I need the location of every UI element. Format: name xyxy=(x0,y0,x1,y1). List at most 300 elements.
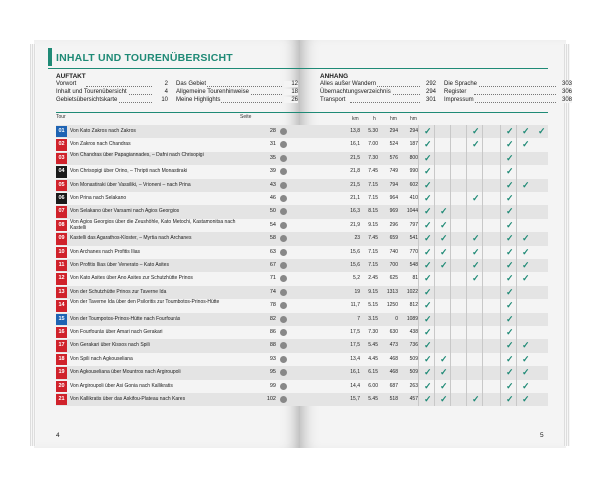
toc-entry-page: 308 xyxy=(558,97,572,103)
col-head-hm-up: hm xyxy=(390,116,397,122)
tour-ascent: 296 xyxy=(389,221,398,228)
tour-page: 28 xyxy=(269,128,276,134)
tour-km: 16,1 xyxy=(350,141,360,148)
tour-ascent: 794 xyxy=(389,181,398,188)
toc-dot-leader xyxy=(474,94,556,95)
tour-km: 21,5 xyxy=(350,181,360,188)
toc-entry-label[interactable]: Meine Highlights xyxy=(176,97,221,103)
tour-hours: 7.15 xyxy=(368,195,378,201)
tour-ascent: 625 xyxy=(389,275,398,282)
table-row[interactable] xyxy=(56,272,300,285)
tour-descent: 509 xyxy=(409,355,418,362)
tour-name: Von der Toumpotos-Prinos-Hütte nach Fourfourás xyxy=(70,315,181,322)
tour-descent: 797 xyxy=(409,221,418,228)
tour-name: Von Gerakari über Kissos nach Spili xyxy=(70,342,150,349)
check-icon: ✓ xyxy=(506,300,514,311)
table-row[interactable] xyxy=(300,393,548,406)
tour-page: 86 xyxy=(269,329,276,335)
tour-ascent: 749 xyxy=(389,168,398,175)
tour-number-badge: 19 xyxy=(56,367,67,378)
tour-name: Von Kato Zakros nach Zakros xyxy=(70,128,136,134)
check-icon: ✓ xyxy=(522,273,530,284)
check-icon: ✓ xyxy=(472,260,480,270)
tour-descent: 1022 xyxy=(406,288,418,295)
transport-icon xyxy=(280,128,287,135)
tour-number-badge: 08 xyxy=(56,220,67,231)
column-divider xyxy=(516,125,517,406)
check-icon: ✓ xyxy=(522,233,530,244)
tour-km: 21,1 xyxy=(350,195,360,201)
tour-descent: 602 xyxy=(409,181,418,188)
table-row[interactable] xyxy=(300,380,548,393)
tour-descent: 457 xyxy=(409,396,418,402)
toc-dot-leader xyxy=(86,86,152,87)
tour-name: Von Zakros nach Chandras xyxy=(70,141,131,148)
table-row[interactable] xyxy=(300,125,548,138)
col-head-h: h xyxy=(373,116,376,122)
transport-icon xyxy=(280,182,287,189)
tour-hours: 6.00 xyxy=(368,382,378,389)
check-icon: ✓ xyxy=(522,246,530,257)
check-icon: ✓ xyxy=(424,273,432,284)
table-row[interactable] xyxy=(56,152,300,165)
col-head-seite: Seite xyxy=(240,114,252,120)
tour-name: Von Chandras über Papagiannades, – Dafni nach Chrisopigi xyxy=(70,151,204,158)
tour-name: Von der Schutzhütte Prinos zur Taverne Ida xyxy=(70,288,167,295)
toc-entry-page: 26 xyxy=(284,97,298,103)
toc-entry-label[interactable]: Impressum xyxy=(444,97,474,103)
tour-number-badge: 03 xyxy=(56,153,67,164)
tour-km: 16,3 xyxy=(350,208,360,215)
check-icon: ✓ xyxy=(424,313,432,324)
tour-page: 39 xyxy=(269,168,276,175)
check-icon: ✓ xyxy=(424,340,432,351)
table-row[interactable] xyxy=(300,353,548,366)
tour-name: Von Fourfourás über Amari nach Gerakari xyxy=(70,329,163,335)
check-icon: ✓ xyxy=(424,233,432,244)
check-icon: ✓ xyxy=(440,367,448,378)
tour-ascent: 969 xyxy=(389,208,398,215)
tour-km: 13,8 xyxy=(350,128,360,134)
check-icon: ✓ xyxy=(472,233,480,244)
tour-hours: 7.30 xyxy=(368,329,378,335)
tour-name: Von Argiroupoli über Asi Gonia nach Kallikratis xyxy=(70,382,173,389)
tour-number-badge: 16 xyxy=(56,327,67,338)
table-row[interactable] xyxy=(56,165,300,178)
table-row[interactable] xyxy=(300,138,548,151)
check-icon: ✓ xyxy=(506,367,514,378)
table-row[interactable] xyxy=(56,313,300,326)
table-row[interactable] xyxy=(300,326,548,339)
col-head-km: km xyxy=(352,116,359,122)
table-row[interactable] xyxy=(56,125,300,138)
table-row[interactable] xyxy=(56,380,300,393)
check-icon: ✓ xyxy=(506,139,514,150)
transport-icon xyxy=(280,195,287,202)
table-row[interactable] xyxy=(56,179,300,192)
table-row[interactable] xyxy=(300,179,548,192)
tour-page: 43 xyxy=(269,181,276,188)
tour-hours: 5.45 xyxy=(368,396,378,402)
table-top-rule-right xyxy=(300,112,548,113)
toc-entry-page: 4 xyxy=(154,89,168,95)
tour-hours: 7.15 xyxy=(368,181,378,188)
tour-number-badge: 12 xyxy=(56,273,67,284)
tour-page: 99 xyxy=(269,382,276,389)
tour-number-badge: 10 xyxy=(56,247,67,258)
table-row[interactable] xyxy=(56,138,300,151)
tour-hours: 7.45 xyxy=(368,168,378,175)
toc-entry-page: 292 xyxy=(422,81,436,87)
toc-entry-page: 12 xyxy=(284,81,298,87)
tour-hours: 6.15 xyxy=(368,369,378,376)
tour-km: 13,4 xyxy=(350,355,360,362)
check-icon: ✓ xyxy=(472,273,480,284)
toc-entry-label[interactable]: Transport xyxy=(320,97,346,103)
auftakt-heading: AUFTAKT xyxy=(56,73,86,80)
check-icon: ✓ xyxy=(506,380,514,391)
tour-ascent: 468 xyxy=(389,355,398,362)
tour-ascent: 576 xyxy=(389,154,398,161)
tour-number-badge: 04 xyxy=(56,166,67,177)
table-row[interactable] xyxy=(56,339,300,352)
tour-ascent: 518 xyxy=(389,396,398,402)
tour-page: 67 xyxy=(269,262,276,268)
table-row[interactable] xyxy=(300,339,548,352)
tour-page: 63 xyxy=(269,248,276,255)
check-icon: ✓ xyxy=(522,139,530,150)
page-title: INHALT UND TOURENÜBERSICHT xyxy=(56,52,233,64)
check-icon: ✓ xyxy=(506,193,514,203)
tour-page: 31 xyxy=(269,141,276,148)
check-icon: ✓ xyxy=(424,367,432,378)
tour-page: 78 xyxy=(269,302,276,309)
check-icon: ✓ xyxy=(424,139,432,150)
tour-number-badge: 13 xyxy=(56,287,67,298)
tour-descent: 187 xyxy=(409,141,418,148)
tour-hours: 2.45 xyxy=(368,275,378,282)
table-row[interactable] xyxy=(300,152,548,165)
column-divider xyxy=(434,125,435,406)
toc-entry-label[interactable]: Die Sprache xyxy=(444,81,478,87)
tour-number-badge: 06 xyxy=(56,193,67,204)
tour-hours: 7.15 xyxy=(368,262,378,268)
tour-km: 17,5 xyxy=(350,329,360,335)
tour-descent: 770 xyxy=(409,248,418,255)
tour-ascent: 473 xyxy=(389,342,398,349)
check-icon: ✓ xyxy=(424,126,432,136)
check-icon: ✓ xyxy=(424,179,432,190)
tour-descent: 438 xyxy=(409,329,418,335)
toc-dot-leader xyxy=(474,86,556,87)
transport-icon xyxy=(280,396,287,403)
check-icon: ✓ xyxy=(440,246,448,257)
tour-km: 15,7 xyxy=(350,396,360,402)
check-icon: ✓ xyxy=(424,152,432,163)
tour-hours: 7.00 xyxy=(368,141,378,148)
tour-page: 50 xyxy=(269,208,276,215)
tour-name: Von Prina nach Selakano xyxy=(70,195,127,201)
check-icon: ✓ xyxy=(506,206,514,217)
table-row[interactable] xyxy=(56,205,300,218)
transport-icon xyxy=(280,356,287,363)
check-icon: ✓ xyxy=(506,246,514,257)
toc-entry-label[interactable]: Alles außer Wandern xyxy=(320,81,377,87)
tour-number-badge: 21 xyxy=(56,394,67,405)
transport-icon xyxy=(280,262,287,269)
check-icon: ✓ xyxy=(440,219,448,230)
tour-km: 23 xyxy=(354,235,360,242)
toc-entry-page: 303 xyxy=(558,81,572,87)
check-icon: ✓ xyxy=(424,300,432,311)
tour-hours: 4.45 xyxy=(368,355,378,362)
check-icon: ✓ xyxy=(472,139,480,150)
transport-icon xyxy=(280,155,287,162)
check-icon: ✓ xyxy=(506,126,514,136)
transport-icon xyxy=(280,316,287,323)
tour-name: Von Kallikratis über das Askifou-Plateau nach Kares xyxy=(70,396,186,402)
left-page xyxy=(34,40,300,448)
tour-km: 5,2 xyxy=(353,275,360,282)
tour-descent: 800 xyxy=(409,154,418,161)
tour-ascent: 1250 xyxy=(386,302,398,309)
tour-page: 95 xyxy=(269,369,276,376)
tour-km: 21,8 xyxy=(350,168,360,175)
check-icon: ✓ xyxy=(472,193,480,203)
tour-ascent: 524 xyxy=(389,141,398,148)
table-row[interactable] xyxy=(300,205,548,218)
table-row[interactable] xyxy=(300,299,548,312)
tour-page: 35 xyxy=(269,154,276,161)
tour-page: 46 xyxy=(269,195,276,201)
tour-descent: 548 xyxy=(409,262,418,268)
check-icon: ✓ xyxy=(424,166,432,177)
check-icon: ✓ xyxy=(424,394,432,404)
toc-entry-label[interactable]: Inhalt und Tourenübersicht xyxy=(56,89,127,95)
tour-descent: 736 xyxy=(409,342,418,349)
tour-descent: 294 xyxy=(409,128,418,134)
tour-km: 15,6 xyxy=(350,262,360,268)
table-row[interactable] xyxy=(56,232,300,245)
tour-km: 17,5 xyxy=(350,342,360,349)
tour-hours: 5.15 xyxy=(368,302,378,309)
tour-number-badge: 05 xyxy=(56,180,67,191)
tour-ascent: 964 xyxy=(389,195,398,201)
col-head-tour: Tour xyxy=(56,114,66,120)
check-icon: ✓ xyxy=(424,246,432,257)
anhang-heading: ANHANG xyxy=(320,73,349,80)
check-icon: ✓ xyxy=(440,380,448,391)
transport-icon xyxy=(280,329,287,336)
right-page xyxy=(300,40,572,448)
toc-entry-label[interactable]: Vorwort xyxy=(56,81,77,87)
tour-name: Von Agkouseliana über Mountros nach Argiroupoli xyxy=(70,369,181,376)
tour-name: Von Archanes nach Profitis Ilias xyxy=(70,248,141,255)
transport-icon xyxy=(280,383,287,390)
tour-page: 102 xyxy=(266,396,276,402)
col-head-hm-down: hm xyxy=(410,116,417,122)
tour-ascent: 1313 xyxy=(386,288,398,295)
table-row[interactable] xyxy=(56,246,300,259)
check-icon: ✓ xyxy=(506,219,514,230)
table-row[interactable] xyxy=(300,165,548,178)
tour-descent: 81 xyxy=(412,275,418,282)
tour-name: Von Monastiraki über Vassiliki, – Vrioneni – nach Prina xyxy=(70,181,191,188)
check-icon: ✓ xyxy=(538,126,546,136)
check-icon: ✓ xyxy=(424,286,432,297)
check-icon: ✓ xyxy=(506,394,514,404)
check-icon: ✓ xyxy=(522,353,530,364)
tour-hours: 8.15 xyxy=(368,208,378,215)
toc-entry-label[interactable]: Gebietsübersichtskarte xyxy=(56,97,118,103)
table-row[interactable] xyxy=(300,246,548,259)
tour-descent: 541 xyxy=(409,235,418,242)
tour-number-badge: 07 xyxy=(56,206,67,217)
check-icon: ✓ xyxy=(506,313,514,324)
toc-entry-label[interactable]: Allgemeine Tourenhinweise xyxy=(176,89,249,95)
toc-dot-leader xyxy=(474,102,556,103)
title-accent-bar xyxy=(48,48,52,66)
table-row[interactable] xyxy=(300,259,548,272)
toc-dot-leader xyxy=(206,86,282,87)
check-icon: ✓ xyxy=(506,179,514,190)
toc-entry-label[interactable]: Das Gebiet xyxy=(176,81,207,87)
tour-ascent: 659 xyxy=(389,235,398,242)
tour-ascent: 468 xyxy=(389,369,398,376)
check-icon: ✓ xyxy=(424,353,432,364)
check-icon: ✓ xyxy=(440,394,448,404)
tour-km: 21,5 xyxy=(350,154,360,161)
tour-km: 11,7 xyxy=(350,302,360,309)
toc-dot-leader xyxy=(350,102,420,103)
tour-ascent: 687 xyxy=(389,382,398,389)
check-icon: ✓ xyxy=(522,394,530,404)
check-icon: ✓ xyxy=(440,353,448,364)
tour-descent: 1044 xyxy=(406,208,418,215)
check-icon: ✓ xyxy=(506,340,514,351)
tour-name: Von Agios Georgios über die Zeushöhle, Kato Metochi, Kastamonitsa nach Kastelli xyxy=(70,218,236,231)
table-row[interactable] xyxy=(56,259,300,272)
tour-ascent: 0 xyxy=(395,315,398,322)
table-row[interactable] xyxy=(300,366,548,379)
transport-icon xyxy=(280,289,287,296)
tour-number-badge: 14 xyxy=(56,300,67,311)
page-number-left: 4 xyxy=(56,432,60,439)
check-icon: ✓ xyxy=(506,233,514,244)
check-icon: ✓ xyxy=(440,260,448,270)
table-row[interactable] xyxy=(300,219,548,232)
tour-page: 82 xyxy=(269,315,276,322)
check-icon: ✓ xyxy=(506,260,514,270)
check-icon: ✓ xyxy=(506,327,514,337)
tour-page: 88 xyxy=(269,342,276,349)
tour-ascent: 700 xyxy=(389,262,398,268)
title-rule xyxy=(48,68,300,69)
table-row[interactable] xyxy=(56,353,300,366)
left-page-edges xyxy=(30,44,36,446)
table-row[interactable] xyxy=(300,313,548,326)
toc-entry-label[interactable]: Übernachtungsverzeichnis xyxy=(320,89,391,95)
check-icon: ✓ xyxy=(472,394,480,404)
table-row[interactable] xyxy=(56,299,300,312)
tour-name: Von Chrisopigi über Orino, – Thripti nach Monastiraki xyxy=(70,168,188,175)
table-row[interactable] xyxy=(56,286,300,299)
tour-name: Von der Taverne Ida über den Psiloritis zur Toumbotos-Prinos-Hütte xyxy=(70,299,220,306)
check-icon: ✓ xyxy=(424,380,432,391)
table-row[interactable] xyxy=(300,192,548,205)
open-book xyxy=(34,40,572,448)
column-divider xyxy=(482,125,483,406)
column-divider xyxy=(418,125,419,406)
tour-page: 54 xyxy=(269,221,276,228)
check-icon: ✓ xyxy=(440,206,448,217)
tour-page: 74 xyxy=(269,288,276,295)
tour-hours: 7.30 xyxy=(368,154,378,161)
tour-descent: 990 xyxy=(409,168,418,175)
tour-descent: 263 xyxy=(409,382,418,389)
table-row[interactable] xyxy=(300,232,548,245)
tour-km: 16,1 xyxy=(350,369,360,376)
table-row[interactable] xyxy=(56,393,300,406)
check-icon: ✓ xyxy=(506,353,514,364)
toc-entry-label[interactable]: Register xyxy=(444,89,467,95)
tour-name: Von Profitis Ilias über Venerato – Kato Asites xyxy=(70,262,169,268)
tour-descent: 410 xyxy=(409,195,418,201)
table-row[interactable] xyxy=(56,192,300,205)
tour-name: Kastelli das Agarathos-Kloster, – Myrtia nach Archanes xyxy=(70,235,192,242)
table-row[interactable] xyxy=(56,219,300,232)
transport-icon xyxy=(280,222,287,229)
tour-page: 93 xyxy=(269,355,276,362)
tour-name: Von Selakano über Varsami nach Agios Georgios xyxy=(70,208,180,215)
check-icon: ✓ xyxy=(522,367,530,378)
tour-ascent: 294 xyxy=(389,128,398,134)
table-row[interactable] xyxy=(300,272,548,285)
tour-name: Von Spili nach Agkouseliana xyxy=(70,355,133,362)
tour-number-badge: 01 xyxy=(56,126,67,137)
check-icon: ✓ xyxy=(440,233,448,244)
table-top-rule xyxy=(56,112,300,113)
table-row[interactable] xyxy=(56,326,300,339)
tour-page: 71 xyxy=(269,275,276,282)
tour-descent: 1089 xyxy=(406,315,418,322)
tour-km: 21,9 xyxy=(350,221,360,228)
column-divider xyxy=(450,125,451,406)
check-icon: ✓ xyxy=(424,219,432,230)
tour-number-badge: 15 xyxy=(56,314,67,325)
tour-descent: 509 xyxy=(409,369,418,376)
tour-number-badge: 09 xyxy=(56,233,67,244)
tour-number-badge: 18 xyxy=(56,354,67,365)
check-icon: ✓ xyxy=(506,166,514,177)
tour-number-badge: 20 xyxy=(56,381,67,392)
tour-number-badge: 02 xyxy=(56,139,67,150)
table-row[interactable] xyxy=(300,286,548,299)
column-divider xyxy=(466,125,467,406)
page-number-right: 5 xyxy=(540,432,544,439)
check-icon: ✓ xyxy=(506,273,514,284)
tour-km: 14,4 xyxy=(350,382,360,389)
transport-icon xyxy=(280,249,287,256)
check-icon: ✓ xyxy=(522,380,530,391)
check-icon: ✓ xyxy=(424,327,432,337)
check-icon: ✓ xyxy=(506,152,514,163)
tour-hours: 7.45 xyxy=(368,235,378,242)
table-row[interactable] xyxy=(56,366,300,379)
tour-km: 7 xyxy=(357,315,360,322)
tour-hours: 3.15 xyxy=(368,315,378,322)
tour-descent: 812 xyxy=(409,302,418,309)
